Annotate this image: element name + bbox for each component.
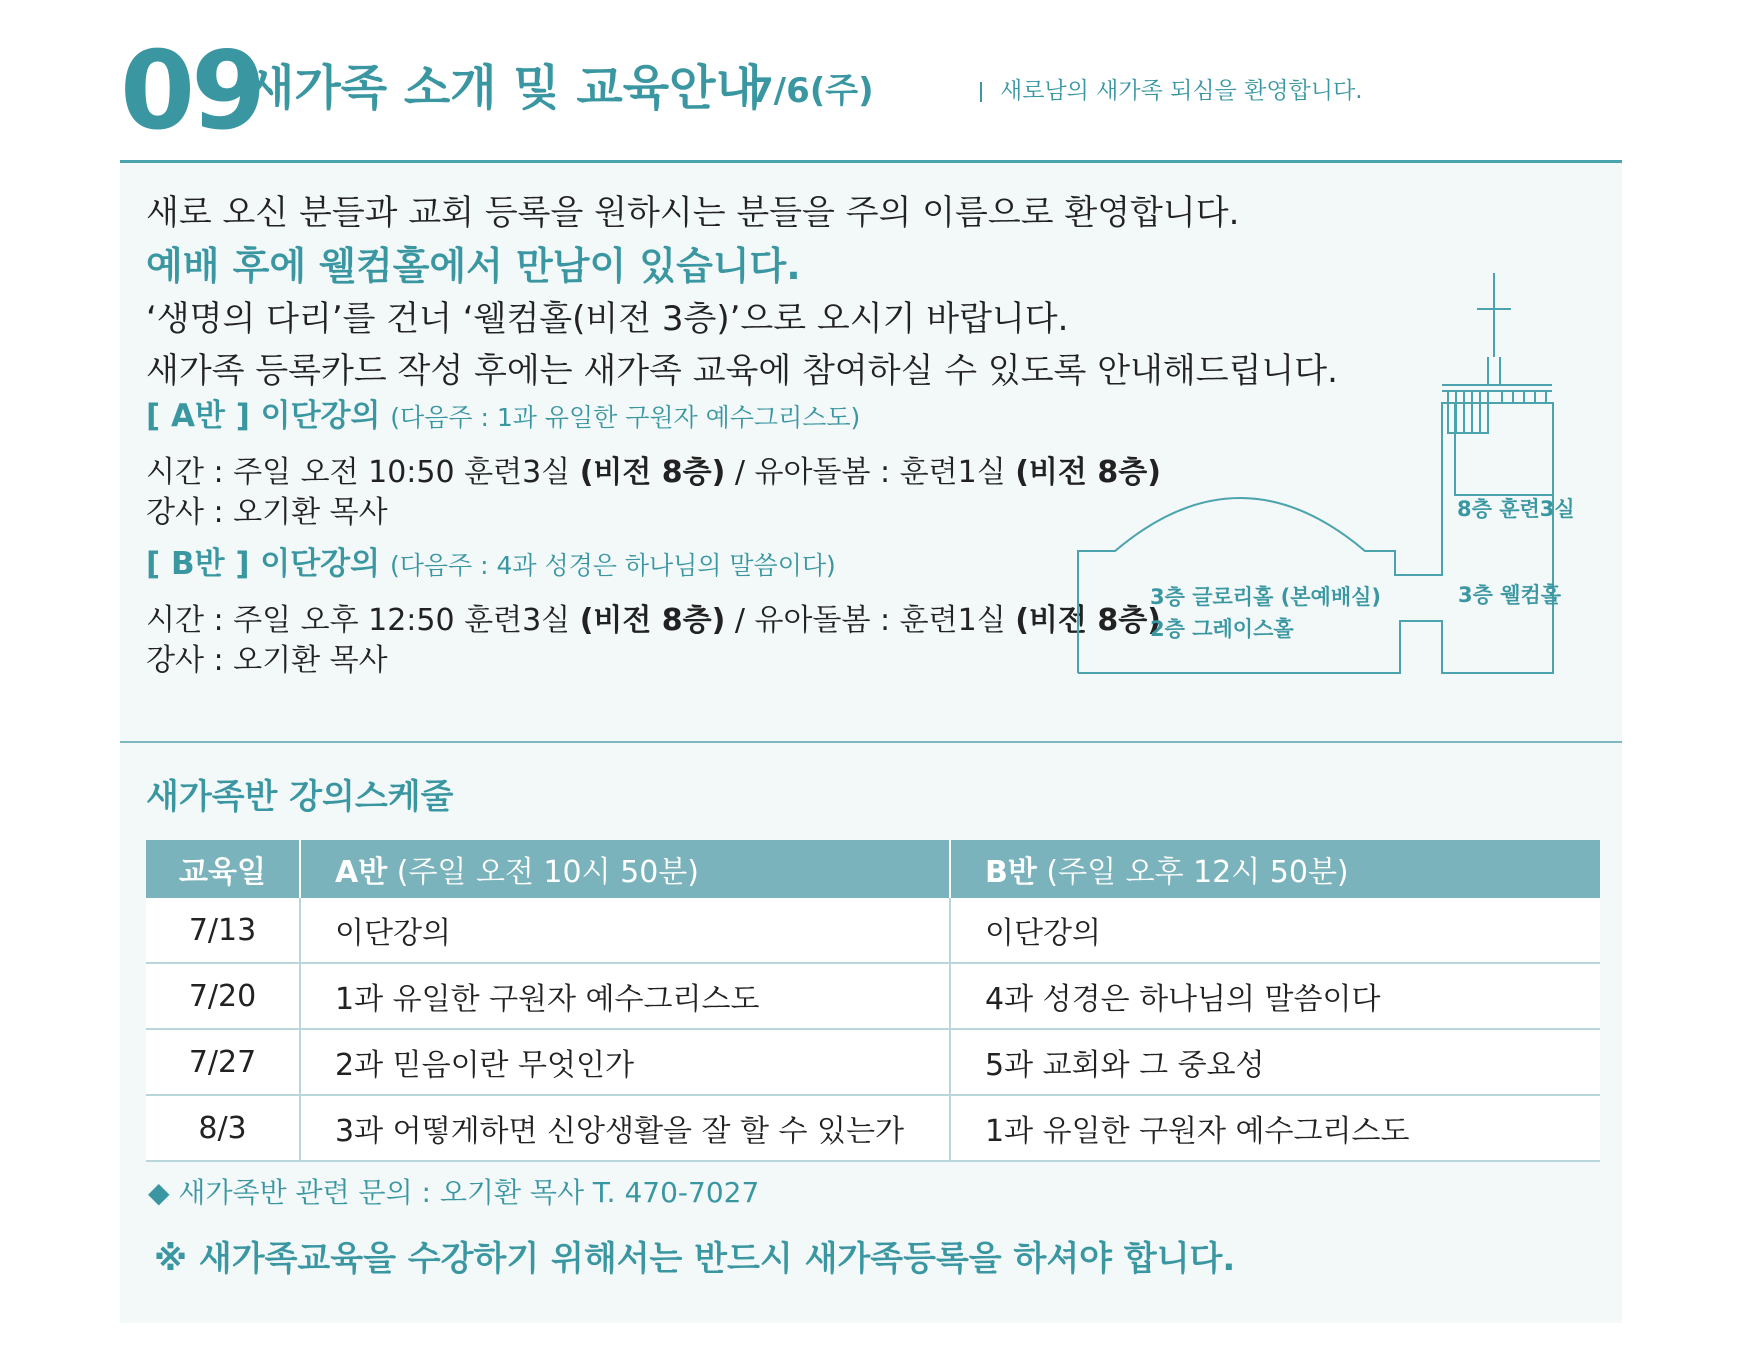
class-a-note: (다음주 : 1과 유일한 구원자 예수그리스도) [390,403,861,432]
row-class-b: 5과 교회와 그 중요성 [950,1029,1600,1095]
table-row [146,1095,1600,1161]
intro-line-welcome: 새로 오신 분들과 교회 등록을 원하시는 분들을 주의 이름으로 환영합니다. [146,193,1240,233]
content-panel [120,160,1622,1323]
class-b-heading [146,543,1126,587]
schedule-title: 새가족반 강의스케줄 [146,777,454,817]
class-a-time [146,453,1161,493]
class-a-heading [146,395,1126,439]
class-a-time-location: (비전 8층) [579,455,726,490]
row-class-a: 이단강의 [300,898,950,963]
label-2f-grace-hall: 2층 그레이스홀 [1150,617,1294,641]
contact-info: ◆ 새가족반 관련 문의 : 오기환 목사 T. 470-7027 [148,1176,760,1209]
header-class-b-name: B반 [985,855,1037,890]
intro-line-directions: ‘생명의 다리’를 건너 ‘웰컴홀(비전 3층)’으로 오시기 바랍니다. [146,299,1069,339]
section-subtitle: 새로남의 새가족 되심을 환영합니다. [1000,78,1363,104]
row-class-b: 1과 유일한 구원자 예수그리스도 [950,1095,1600,1161]
row-date: 7/27 [146,1029,300,1095]
table-row [146,1029,1600,1095]
schedule-table [146,840,1600,1162]
table-row [146,898,1600,963]
row-class-b: 4과 성경은 하나님의 말씀이다 [950,963,1600,1029]
class-b-name: [ B반 ] 이단강의 [146,546,381,582]
label-3f-welcome-hall: 3층 웰컴홀 [1458,583,1562,607]
intro-line-registration: 새가족 등록카드 작성 후에는 새가족 교육에 참여하실 수 있도록 안내해드립니다. [146,351,1338,391]
header-class-a [300,840,950,898]
intro-highlight: 예배 후에 웰컴홀에서 만남이 있습니다. [146,244,801,288]
class-b-childcare-text: / 유아돌봄 : 훈련1실 [725,603,1016,638]
class-a-time-text: 시간 : 주일 오전 10:50 훈련3실 [146,455,580,490]
label-3f-glory-hall: 3층 글로리홀 (본예배실) [1150,585,1382,609]
row-class-b: 이단강의 [950,898,1600,963]
class-a-childcare-text: / 유아돌봄 : 훈련1실 [725,455,1016,490]
schedule-header-row [146,840,1600,898]
section-date: 7/6(주) [750,71,874,111]
building-outline [1070,273,1610,773]
row-date: 7/13 [146,898,300,963]
row-class-a: 2과 믿음이란 무엇인가 [300,1029,950,1095]
section-title: 새가족 소개 및 교육안내 [248,60,762,116]
building-diagram [1070,273,1610,773]
label-8f-training3: 8층 훈련3실 [1457,497,1575,521]
header-class-a-name: A반 [335,855,388,890]
section-number: 09 [120,29,263,154]
class-b-teacher: 강사 : 오기환 목사 [146,643,388,678]
class-b-time-text: 시간 : 주일 오후 12:50 훈련3실 [146,603,580,638]
class-a-childcare-location: (비전 8층) [1015,455,1161,490]
section-divider [120,741,1622,743]
header-class-b-time: (주일 오후 12시 50분) [1036,855,1349,890]
row-date: 8/3 [146,1095,300,1161]
registration-notice: ※ 새가족교육을 수강하기 위해서는 반드시 새가족등록을 하셔야 합니다. [154,1239,1236,1279]
row-class-a: 1과 유일한 구원자 예수그리스도 [300,963,950,1029]
class-a-name: [ A반 ] 이단강의 [146,398,381,434]
section-header [120,30,1622,160]
class-b-childcare-location: (비전 8층) [1015,603,1161,638]
class-b-time [146,601,1161,641]
header-class-b [950,840,1600,898]
header-separator [980,82,982,102]
class-a-teacher: 강사 : 오기환 목사 [146,495,388,530]
header-class-a-time: (주일 오전 10시 50분) [387,855,699,890]
header-date: 교육일 [146,840,300,898]
row-class-a: 3과 어떻게하면 신앙생활을 잘 할 수 있는가 [300,1095,950,1161]
class-b-block [146,543,1161,681]
table-row [146,963,1600,1029]
class-a-block [146,395,1161,533]
class-b-note: (다음주 : 4과 성경은 하나님의 말씀이다) [389,551,836,580]
class-b-time-location: (비전 8층) [579,603,726,638]
row-date: 7/20 [146,963,300,1029]
